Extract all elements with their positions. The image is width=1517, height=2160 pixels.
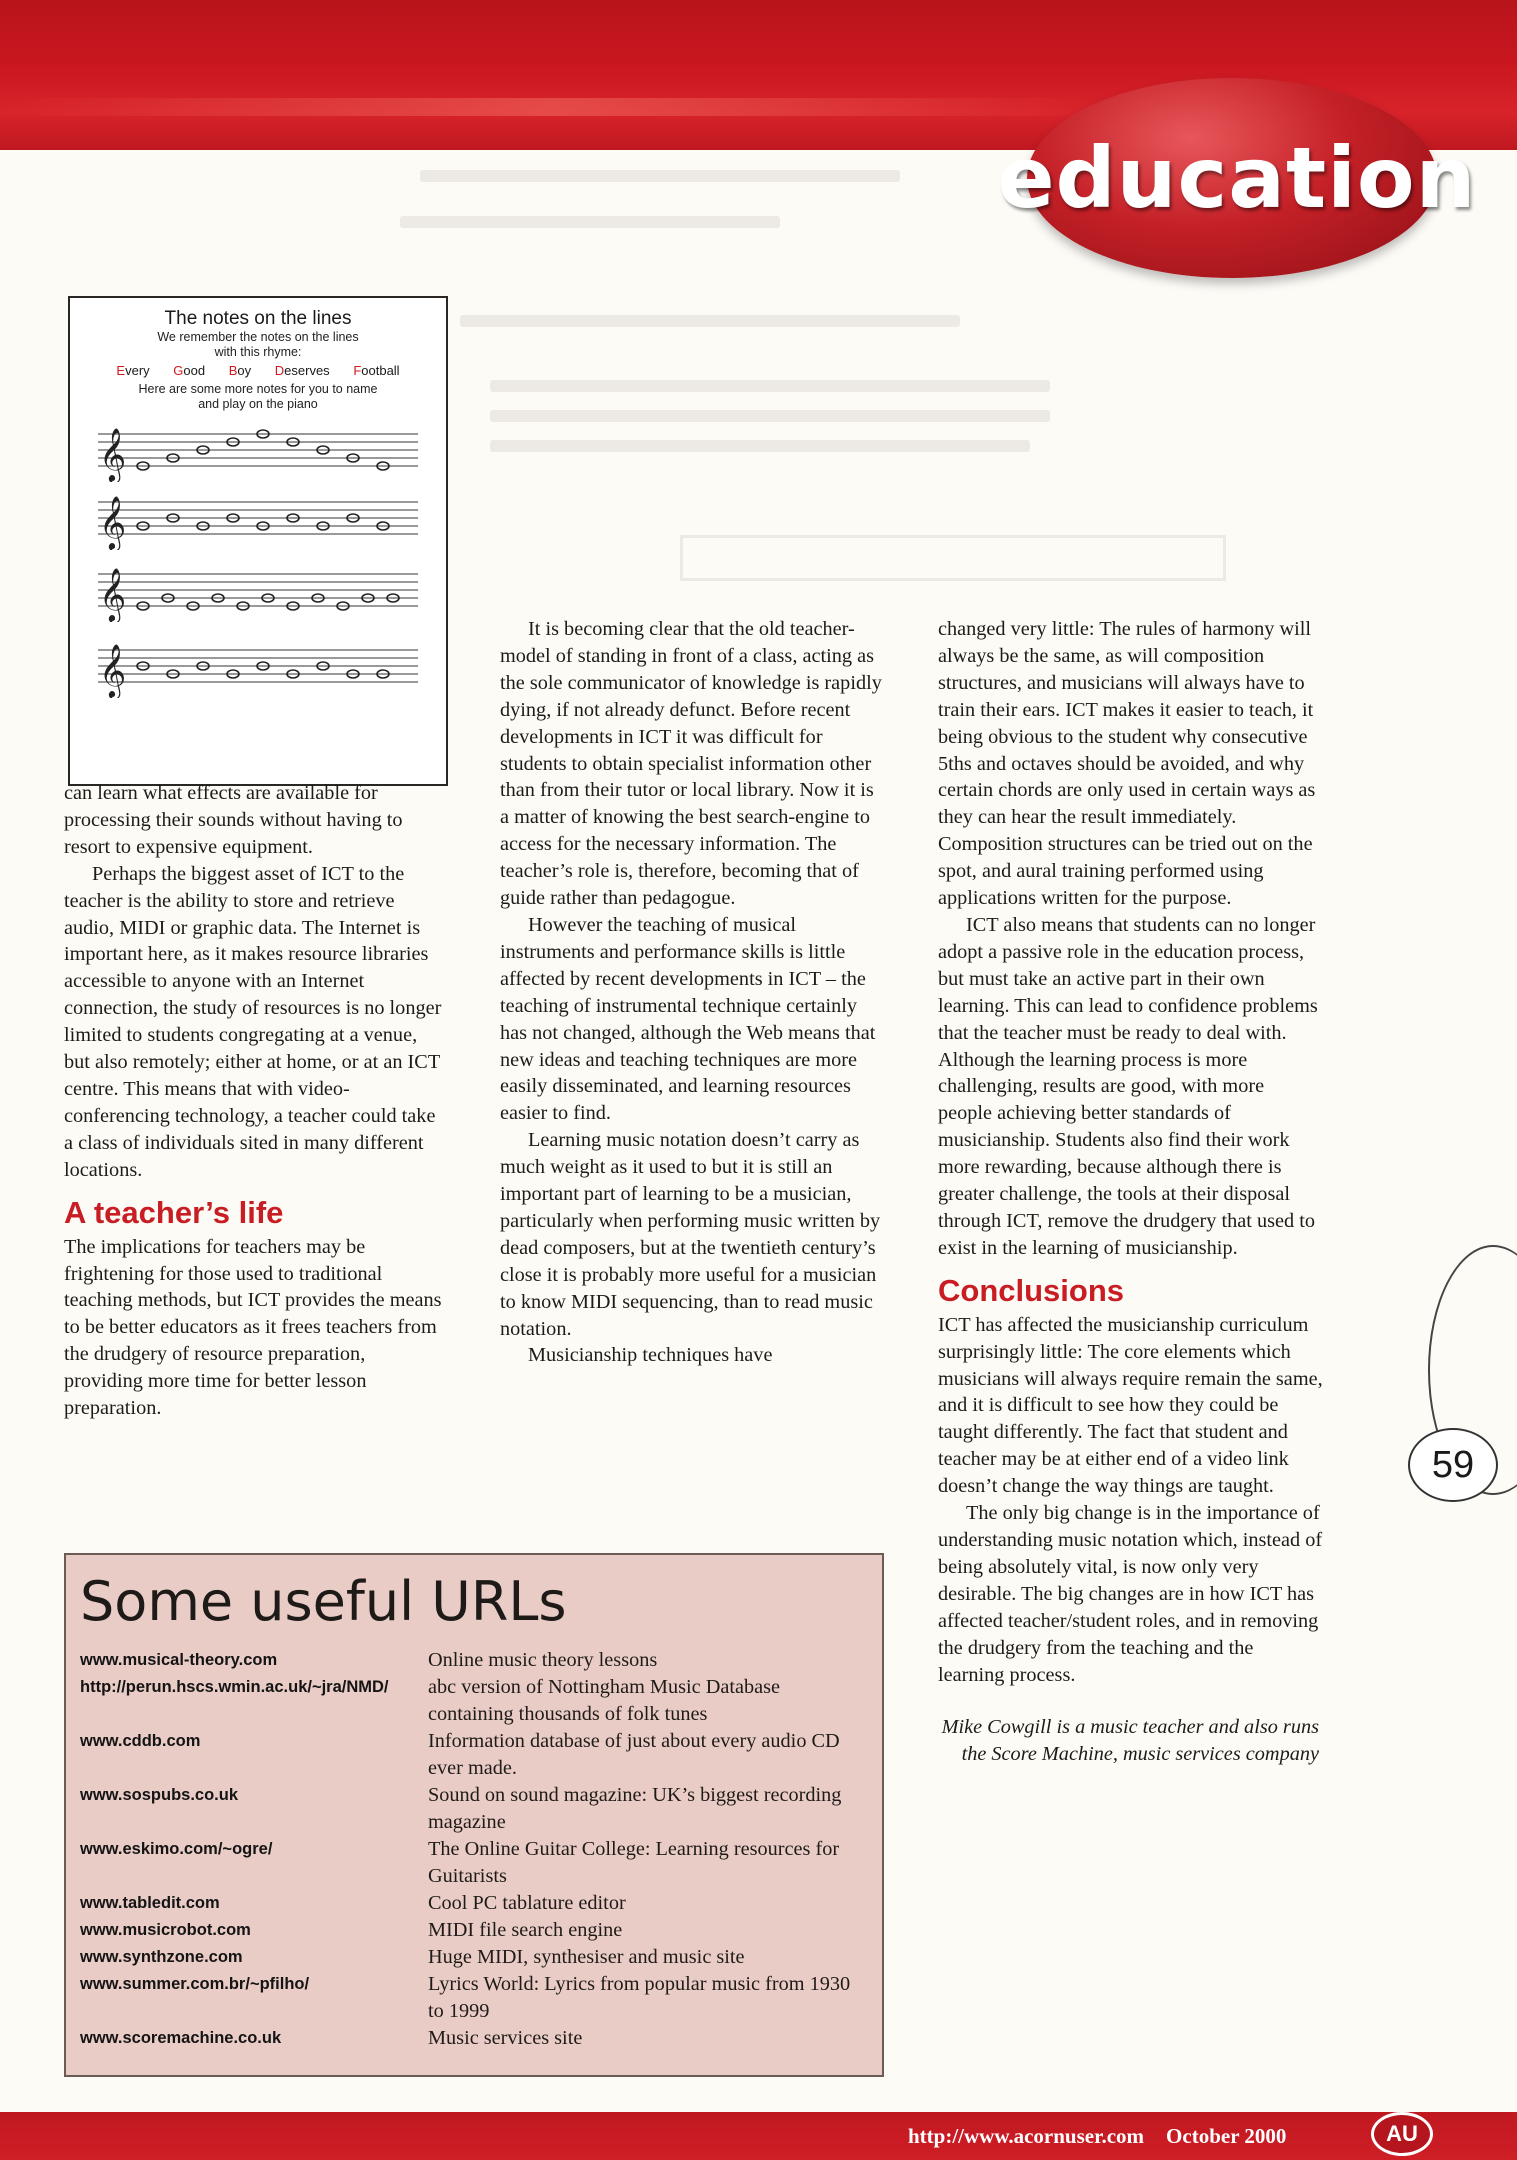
notes-box-more-1: Here are some more notes for you to name [138,382,378,396]
music-staff-4 [93,636,423,698]
paragraph: It is becoming clear that the old teacher-model of standing in front of a class, acting as the sole communicator of knowledge is rapidly dying, if not already defunct. Before recent developments in ICT it was difficult for students to obtain specialist information other than from their tutor or local library. Now it is a matter of knowing the best search-engine to access for the necessary information. The teacher’s role is, therefore, becoming that of guide rather than pedagogue. [500,618,882,910]
footer-band [0,2112,1517,2160]
url-description: Lyrics World: Lyrics from popular music from 1930 to 1999 [428,1973,851,2022]
rhyme-word: Boy [228,363,252,378]
page-number: 59 [1408,1428,1498,1502]
paragraph: changed very little: The rules of harmony will always be the same, as will composition structures, and musicians will always have to train their ears. ICT makes it easier to teach, it being obvious to the student why consecutive 5ths and octaves should be avoided, and why certain chords are only used in certain ways as they can hear the result immediately. Composition structures can be tried out on the spot, and aural training performed using applications written for the purpose. [938,618,1316,910]
url-row [66,1782,882,1836]
article-column-2 [500,616,885,1369]
header-streak [0,98,1100,116]
rhyme-word: Every [116,363,150,378]
url-link[interactable]: www.sospubs.co.uk [80,1786,238,1804]
url-description: Information database of just about every audio CD ever made. [428,1730,840,1779]
treble-clef-icon: 𝄞 [99,427,127,481]
url-link[interactable]: www.musical-theory.com [80,1651,278,1669]
footer-text [908,2118,1286,2154]
url-link[interactable]: www.scoremachine.co.uk [80,2029,282,2047]
author-byline: Mike Cowgill is a music teacher and also runs the Score Machine, music services company [941,1716,1319,1766]
footer-date: October 2000 [1166,2124,1287,2148]
url-link[interactable]: www.eskimo.com/~ogre/ [80,1840,273,1858]
url-link[interactable]: www.synthzone.com [80,1948,243,1966]
notes-box-more-2: and play on the piano [198,397,318,411]
treble-clef-icon: 𝄞 [99,495,127,549]
section-heading: Conclusions [938,1272,1125,1308]
au-logo-icon: AU [1371,2112,1433,2156]
url-row [66,1944,882,1971]
paragraph: The only big change is in the importance of understanding music notation which, instead of being absolutely vital, is now only very desirable. The big changes are in how ICT has affected teacher/student roles, and in removing the drudgery from the teaching and the learning process. [938,1502,1323,1686]
url-description: Music services site [428,2027,583,2049]
notes-box-title: The notes on the lines [164,308,352,329]
paragraph: ICT has affected the musicianship curriculum surprisingly little: The core elements which musicians will always require remain the same, and it is difficult to see how they could be taught differently. The fact that student and teacher may be at either end of a video link doesn’t change the way things are taught. [938,1313,1323,1498]
url-link[interactable]: www.tabledit.com [80,1894,220,1912]
url-row [66,1674,882,1728]
url-row [66,1728,882,1782]
url-description: MIDI file search engine [428,1919,623,1941]
url-description: The Online Guitar College: Learning resources for Guitarists [428,1838,840,1887]
notes-box-rhyme [70,362,446,380]
url-row [66,1647,882,1674]
music-staff-1 [93,420,423,482]
rhyme-word: Football [353,363,400,378]
rhyme-word: Good [173,363,206,378]
notes-box-intro-1: We remember the notes on the lines [157,330,359,344]
treble-clef-icon: 𝄞 [99,643,127,697]
urls-box-title: Some useful URLs [80,1570,567,1633]
article-column-3 [938,616,1323,1768]
url-link[interactable]: www.summer.com.br/~pfilho/ [80,1975,310,1993]
footer-url[interactable]: http://www.acornuser.com [908,2124,1145,2148]
section-badge [997,78,1477,278]
paragraph: Learning music notation doesn’t carry as much weight as it used to but it is still an important part of learning to be a musician, particularly when performing music written by dead composers, but at the twentieth century’s close it is probably more useful for a musician to know MIDI sequencing, than to read music notation. [500,1129,881,1340]
url-description: Cool PC tablature editor [428,1892,626,1914]
url-description: abc version of Nottingham Music Database containing thousands of folk tunes [428,1676,781,1725]
paragraph: The implications for teachers may be frightening for those used to traditional teaching methods, but ICT provides the means to be better educators as it frees teachers from the drudgery of resource preparation, providing more time for better lesson preparation. [64,1235,442,1420]
useful-urls-box [64,1553,884,2077]
url-row [66,1917,882,1944]
paragraph: can learn what effects are available for processing their sounds without having to resort to expensive equipment. [64,782,403,858]
url-link[interactable]: http://perun.hscs.wmin.ac.uk/~jra/NMD/ [80,1678,389,1696]
url-list [66,1647,882,2052]
music-staff-3 [93,560,423,622]
paragraph: Musicianship techniques have [528,1344,773,1367]
url-link[interactable]: www.musicrobot.com [80,1921,251,1939]
section-label: education [997,129,1477,227]
url-row [66,2025,882,2052]
article-column-1 [64,780,446,1422]
url-row [66,1836,882,1890]
paragraph: Perhaps the biggest asset of ICT to the teacher is the ability to store and retrieve audio, MIDI or graphic data. The Internet is important here, as it makes resource libraries accessible to anyone with an Internet connection, the study of resources is no longer limited to students congregating at a venue, but also remotely; either at home, or at an ICT centre. This means that with video-conferencing technology, a teacher could take a class of individuals sited in many different locations. [64,862,442,1181]
url-row [66,1971,882,2025]
section-heading: A teacher’s life [64,1194,284,1230]
notes-on-lines-box [68,296,448,786]
paragraph: ICT also means that students can no longer adopt a passive role in the education process, but must take an active part in their own learning. This can lead to confidence problems that the teacher must be ready to deal with. Although the learning process is more challenging, results are good, with more people achieving better standards of musicianship. Students also find their work more rewarding, because although there is greater challenge, the tools at their disposal through ICT, remove the drudgery that used to exist in the learning of musicianship. [938,913,1318,1259]
notes-box-intro-2: with this rhyme: [214,345,302,359]
url-description: Online music theory lessons [428,1649,658,1671]
rhyme-word: Deserves [274,363,330,378]
url-description: Sound on sound magazine: UK’s biggest recording magazine [428,1784,842,1833]
url-description: Huge MIDI, synthesiser and music site [428,1946,745,1968]
music-staff-2 [93,488,423,550]
treble-clef-icon: 𝄞 [99,567,127,621]
url-row [66,1890,882,1917]
url-link[interactable]: www.cddb.com [80,1732,201,1750]
paragraph: However the teaching of musical instruments and performance skills is little affected by recent developments in ICT – the teaching of instrumental technique certainly has not changed, although the Web means that new ideas and teaching techniques are more easily disseminated, and learning resources easier to find. [500,913,876,1125]
